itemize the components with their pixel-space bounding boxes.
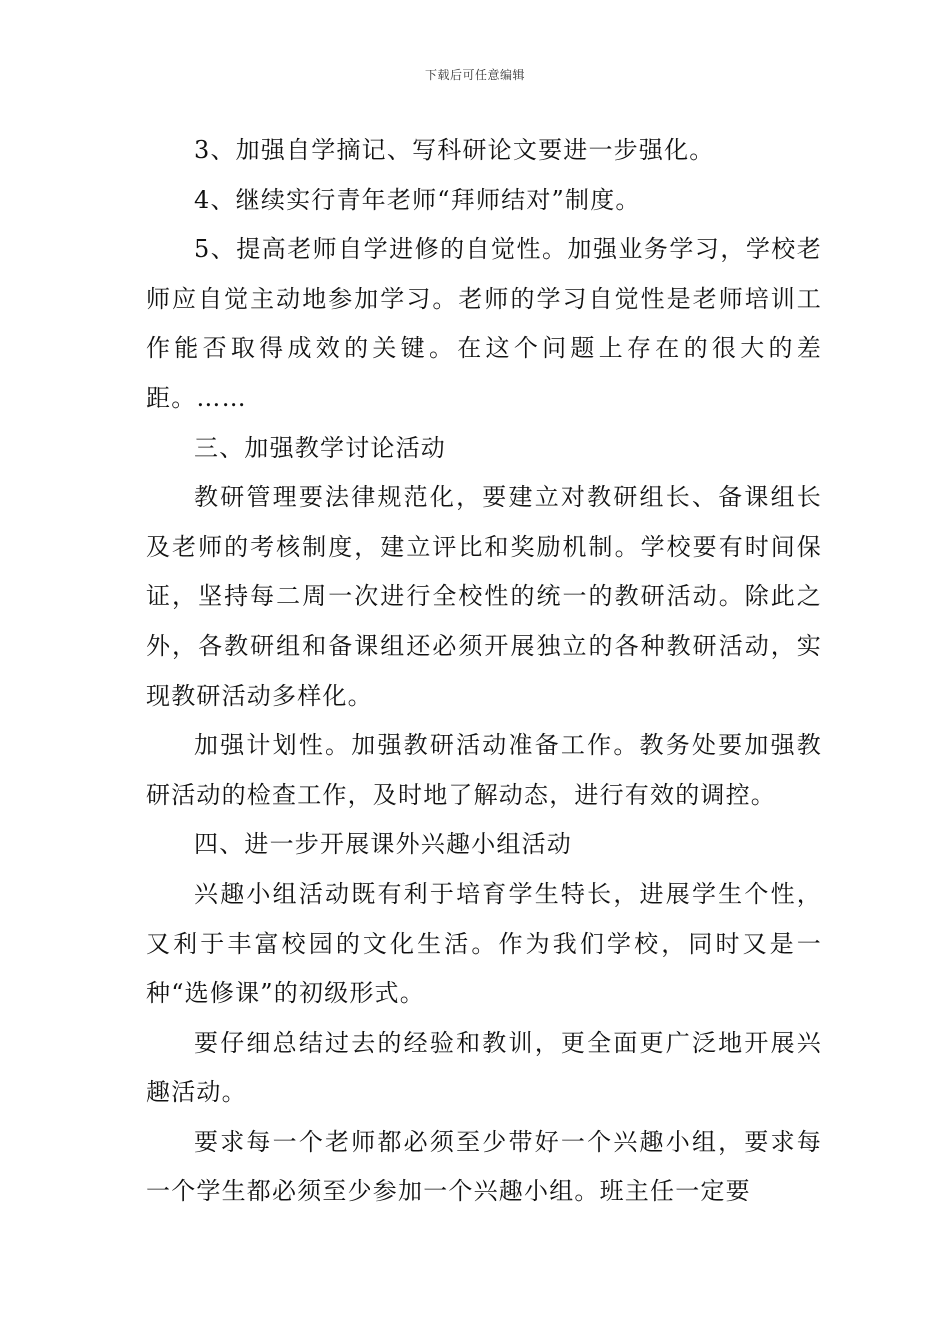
- paragraph-summary: 要仔细总结过去的经验和教训，更全面更广泛地开展兴趣活动。: [146, 1028, 822, 1107]
- paragraph-item-4: 4、继续实行青年老师“拜师结对”制度。: [194, 185, 641, 214]
- paragraph-item-5: 5、提高老师自学进修的自觉性。加强业务学习，学校老师应自觉主动地参加学习。老师的学习自觉性是老师培训工作能否取得成效的关键。在这个问题上存在的很大的差距。……: [146, 235, 822, 412]
- paragraph-research-management: 教研管理要法律规范化，要建立对教研组长、备课组长及老师的考核制度，建立评比和奖励机制。学校要有时间保证，坚持每二周一次进行全校性的统一的教研活动。除此之外，各教研组和备课组还必须开展独立的各种教研活动，实现教研活动多样化。: [146, 483, 822, 710]
- paragraph-requirements: 要求每一个老师都必须至少带好一个兴趣小组，要求每一个学生都必须至少参加一个兴趣小组。班主任一定要: [146, 1127, 822, 1206]
- section-heading-4: 四、进一步开展课外兴趣小组活动: [194, 830, 572, 859]
- paragraph-interest-groups: 兴趣小组活动既有利于培育学生特长，进展学生个性，又利于丰富校园的文化生活。作为我们学校，同时又是一种“选修课”的初级形式。: [146, 879, 822, 1008]
- document-body: [146, 126, 822, 1217]
- page-header: 下载后可任意编辑: [424, 68, 525, 82]
- paragraph-planning: 加强计划性。加强教研活动准备工作。教务处要加强教研活动的检查工作，及时地了解动态，进行有效的调控。: [146, 731, 822, 809]
- section-heading-3: 三、加强教学讨论活动: [194, 433, 446, 462]
- paragraph-item-3: 3、加强自学摘记、写科研论文要进一步强化。: [194, 136, 715, 164]
